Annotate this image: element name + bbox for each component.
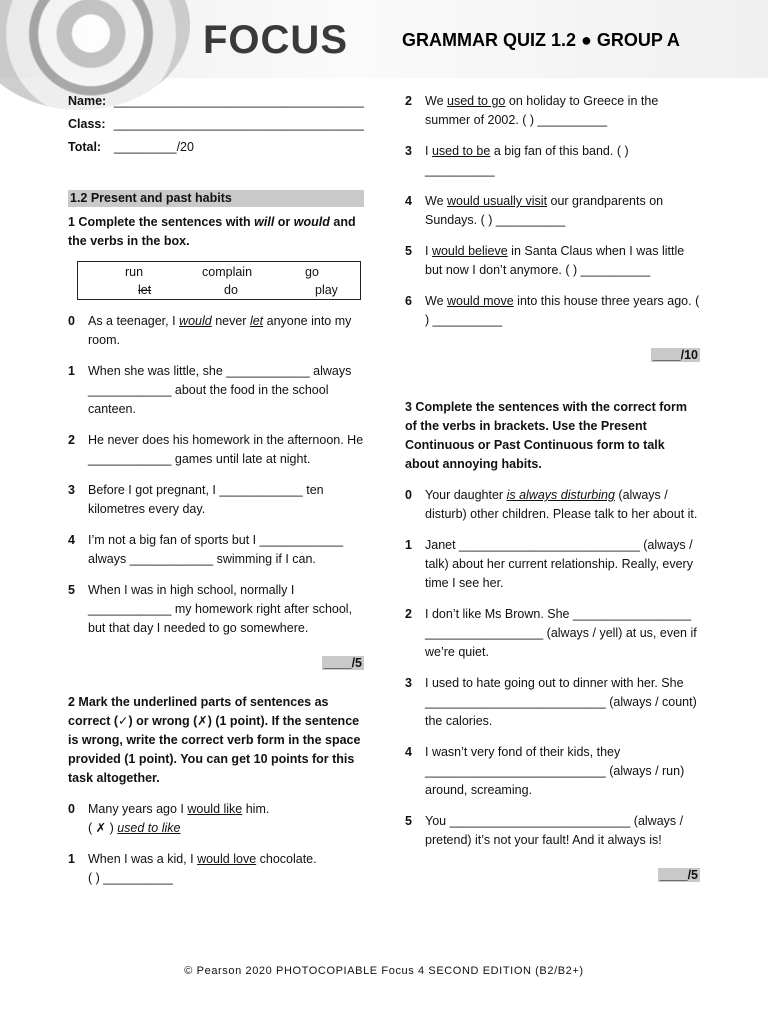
task1-item: 0 As a teenager, I would never let anyone into my room. xyxy=(68,314,352,347)
task1-item[interactable]: 2 He never does his homework in the afternoon. He ____________ games until late at night. xyxy=(68,433,364,466)
total-field xyxy=(68,138,364,157)
name-label: Name: xyxy=(68,94,107,108)
total-label: Total: xyxy=(68,140,102,154)
name-line[interactable]: ____________________________________ xyxy=(113,94,364,108)
left-column xyxy=(68,92,364,888)
task3-item[interactable]: 4 I wasn’t very fond of their kids, they __________________________ (always / run) around, screaming. xyxy=(405,745,685,797)
task2-item[interactable]: 4 We would usually visit our grandparents on Sundays. ( ) __________ xyxy=(405,194,664,227)
word-do: do xyxy=(224,283,238,297)
class-field[interactable] xyxy=(68,115,364,134)
task3-item[interactable]: 2 I don’t like Ms Brown. She _________________ _________________ (always / yell) at us, even if we’re quiet. xyxy=(405,607,697,659)
focus-logo: FOCUS xyxy=(203,18,348,62)
word-run: run xyxy=(125,265,144,279)
task3-instruction: 3 Complete the sentences with the correct form of the verbs in brackets. Use the Present Continuous or Past Continuous form to talk about annoying habits. xyxy=(405,400,688,471)
task3-item[interactable]: 1 Janet __________________________ (always / talk) about her current relationship. Really, every time I see her. xyxy=(405,538,693,590)
task1-item[interactable]: 5 When I was in high school, normally I ____________ my homework right after school, but that day I needed to go somewhere. xyxy=(68,583,353,635)
task3-item: 0 Your daughter is always disturbing (always / disturb) other children. Please talk to her about it. xyxy=(405,488,698,521)
section-heading: 1.2 Present and past habits xyxy=(68,190,364,207)
quiz-title: GRAMMAR QUIZ 1.2 ● GROUP A xyxy=(402,30,680,50)
task1-score: ____/5 xyxy=(323,656,362,670)
word-let: let xyxy=(138,283,152,297)
task2-score: ____/10 xyxy=(652,348,698,362)
task3-item[interactable]: 5 You __________________________ (always / pretend) it’s not your fault! And it always is! xyxy=(405,814,684,847)
task2-item[interactable]: 6 We would move into this house three years ago. ( ) __________ xyxy=(405,294,700,327)
task1-item[interactable]: 1 When she was little, she ____________ always ____________ about the food in the school canteen. xyxy=(68,364,352,416)
word-complain: complain xyxy=(202,265,253,279)
task2-item[interactable]: 2 We used to go on holiday to Greece in the summer of 2002. ( ) __________ xyxy=(405,94,659,127)
task3-score: ____/5 xyxy=(659,868,698,882)
task3-item[interactable]: 3 I used to hate going out to dinner with her. She __________________________ (always / count) the calories. xyxy=(405,676,697,728)
header-banner xyxy=(0,0,768,78)
word-play: play xyxy=(315,283,338,297)
right-column xyxy=(405,92,700,885)
name-field[interactable] xyxy=(68,92,364,111)
word-go: go xyxy=(305,265,319,279)
task1-item[interactable]: 3 Before I got pregnant, I ____________ ten kilometres every day. xyxy=(68,483,324,516)
task1-item[interactable]: 4 I’m not a big fan of sports but I ____________ always ____________ swimming if I can. xyxy=(68,533,344,566)
class-label: Class: xyxy=(68,117,106,131)
task2-item: 0 Many years ago I would like him. ( ✗ ) used to like xyxy=(68,802,270,835)
word-box xyxy=(77,261,361,300)
task2-item[interactable]: 5 I would believe in Santa Claus when I was little but now I don’t anymore. ( ) __________ xyxy=(405,244,685,277)
task2-instruction: 2 Mark the underlined parts of sentences as correct (✓) or wrong (✗) (1 point). If the sentence is wrong, write the correct verb form in the space provided (1 point). You can get 10 points for this task altogether. xyxy=(68,695,361,785)
task1-instruction: 1 Complete the sentences with will or would and the verbs in the box. xyxy=(68,215,356,248)
total-line: _________/20 xyxy=(114,140,194,154)
task2-item[interactable]: 1 When I was a kid, I would love chocolate. ( ) __________ xyxy=(68,852,317,885)
footer: © Pearson 2020 PHOTOCOPIABLE Focus 4 SECOND EDITION (B2/B2+) xyxy=(184,965,584,977)
task2-item[interactable]: 3 I used to be a big fan of this band. ( ) __________ xyxy=(405,144,629,177)
class-line[interactable]: ____________________________________ xyxy=(113,117,364,131)
